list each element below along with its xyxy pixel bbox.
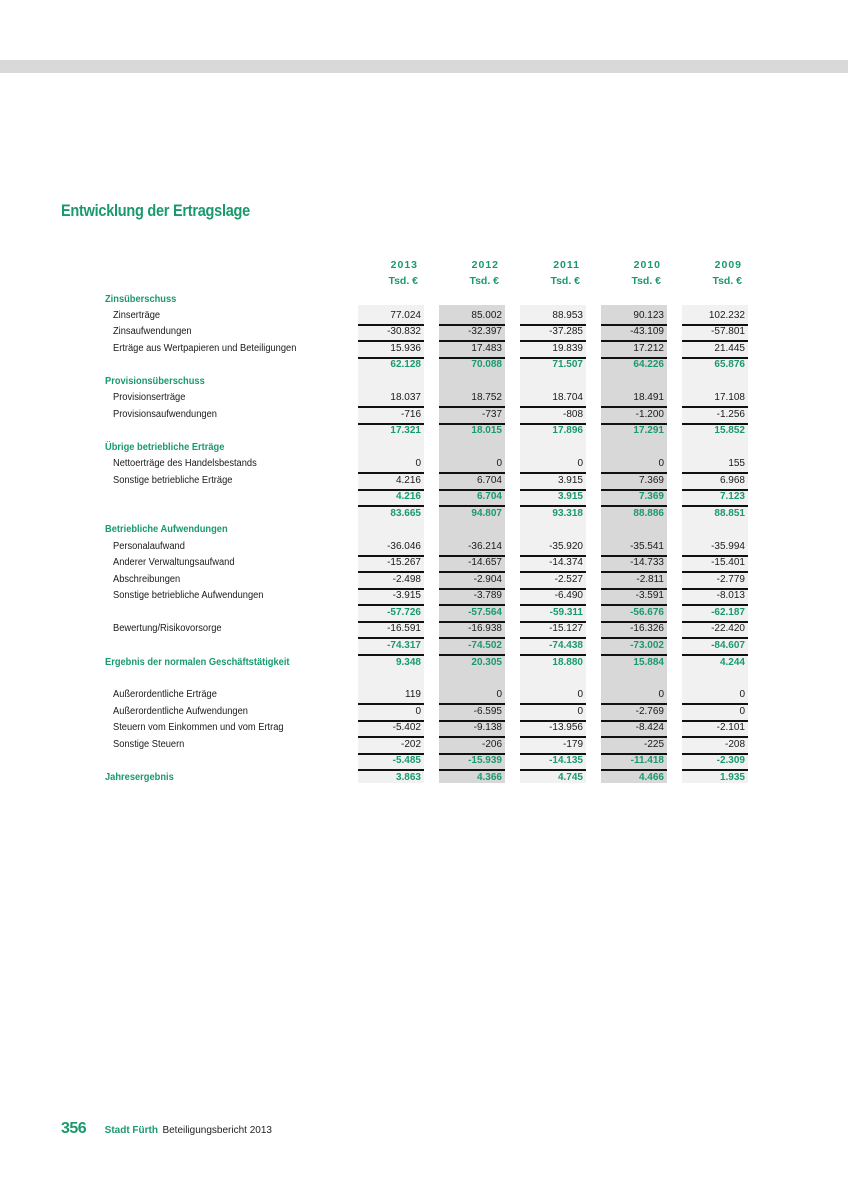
cell-value-2009: 6.968 <box>719 475 745 486</box>
column-unit-2013: Tsd. € <box>388 275 418 287</box>
cell-value-2009: 1.935 <box>719 772 745 783</box>
cell-value-2012: 18.752 <box>471 392 502 403</box>
row-label: Übrige betriebliche Erträge <box>105 442 225 453</box>
column-unit-2009: Tsd. € <box>712 275 742 287</box>
cell-value-2009: -8.013 <box>716 590 745 601</box>
table-row <box>0 539 848 556</box>
cell-value-2010: -73.002 <box>630 640 664 651</box>
page-title: Entwicklung der Ertragslage <box>61 202 250 220</box>
cell-value-2013: 62.128 <box>390 359 421 370</box>
cell-value-2012: 17.483 <box>471 343 502 354</box>
row-label: Zinsüberschuss <box>105 294 177 305</box>
cell-value-2010: 88.886 <box>633 508 664 519</box>
cell-value-2010: -11.418 <box>630 755 664 766</box>
page-number: 356 <box>61 1120 87 1137</box>
cell-value-2012: -15.939 <box>468 755 502 766</box>
row-label: Sonstige Steuern <box>113 739 185 750</box>
cell-value-2012: -9.138 <box>473 722 502 733</box>
cell-value-2012: -3.789 <box>473 590 502 601</box>
cell-value-2013: 77.024 <box>390 310 421 321</box>
table-row <box>0 638 848 655</box>
row-label: Außerordentliche Erträge <box>113 689 217 700</box>
table-row <box>0 374 848 391</box>
row-label: Zinsaufwendungen <box>113 326 192 337</box>
table-row <box>0 473 848 490</box>
cell-value-2010: 4.466 <box>638 772 664 783</box>
cell-value-2012: 6.704 <box>476 475 502 486</box>
row-label: Erträge aus Wertpapieren und Beteiligungen <box>113 343 297 354</box>
table-row <box>0 440 848 457</box>
table-row <box>0 506 848 523</box>
cell-value-2012: 94.807 <box>471 508 502 519</box>
table-row <box>0 737 848 754</box>
cell-value-2011: 0 <box>577 458 583 469</box>
cell-value-2010: -2.769 <box>635 706 664 717</box>
table-row <box>0 341 848 358</box>
top-gray-bar <box>0 60 848 73</box>
row-label: Abschreibungen <box>113 574 181 585</box>
table-row <box>0 621 848 638</box>
cell-value-2013: -202 <box>400 739 421 750</box>
cell-value-2013: 0 <box>415 458 421 469</box>
cell-value-2009: -35.994 <box>711 541 745 552</box>
cell-value-2012: 6.704 <box>476 491 502 502</box>
table-row <box>0 489 848 506</box>
column-unit-2010: Tsd. € <box>631 275 661 287</box>
cell-value-2013: -2.498 <box>392 574 421 585</box>
cell-value-2012: -74.502 <box>468 640 502 651</box>
table-row <box>0 588 848 605</box>
cell-value-2010: -2.811 <box>636 574 664 585</box>
table-row <box>0 753 848 770</box>
cell-value-2011: 71.507 <box>552 359 583 370</box>
cell-value-2009: 21.445 <box>714 343 745 354</box>
cell-value-2011: 3.915 <box>557 475 583 486</box>
row-label: Sonstige betriebliche Aufwendungen <box>113 590 264 601</box>
cell-value-2011: -14.135 <box>549 755 583 766</box>
cell-value-2011: 17.896 <box>552 425 583 436</box>
cell-value-2010: 64.226 <box>633 359 664 370</box>
cell-value-2010: -3.591 <box>635 590 664 601</box>
cell-value-2013: -15.267 <box>387 557 421 568</box>
cell-value-2010: -16.326 <box>630 623 664 634</box>
cell-value-2013: 15.936 <box>390 343 421 354</box>
row-label: Anderer Verwaltungsaufwand <box>113 557 235 568</box>
cell-value-2009: 65.876 <box>714 359 745 370</box>
cell-value-2010: 18.491 <box>633 392 664 403</box>
cell-value-2012: 18.015 <box>471 425 502 436</box>
cell-value-2011: -6.490 <box>554 590 583 601</box>
cell-value-2011: 0 <box>577 706 583 717</box>
cell-value-2012: -36.214 <box>468 541 502 552</box>
cell-value-2009: 4.244 <box>719 657 745 668</box>
row-label: Nettoerträge des Handelsbestands <box>113 458 257 469</box>
cell-value-2011: -37.285 <box>549 326 583 337</box>
table-row <box>0 687 848 704</box>
cell-value-2013: -74.317 <box>387 640 421 651</box>
cell-value-2009: -57.801 <box>711 326 745 337</box>
cell-value-2010: -225 <box>643 739 664 750</box>
cell-value-2013: 18.037 <box>390 392 421 403</box>
row-label: Betriebliche Aufwendungen <box>105 524 228 535</box>
cell-value-2009: -2.101 <box>716 722 745 733</box>
cell-value-2010: -56.676 <box>630 607 664 618</box>
cell-value-2013: -57.726 <box>387 607 421 618</box>
cell-value-2009: -15.401 <box>711 557 745 568</box>
cell-value-2010: 7.369 <box>638 475 664 486</box>
footer-report-title: Beteiligungsbericht 2013 <box>162 1125 272 1136</box>
cell-value-2010: -14.733 <box>630 557 664 568</box>
table-row <box>0 555 848 572</box>
cell-value-2012: 4.366 <box>476 772 502 783</box>
row-label: Provisionsüberschuss <box>105 376 205 387</box>
table-row <box>0 423 848 440</box>
row-label: Bewertung/Risikovorsorge <box>113 623 222 634</box>
cell-value-2010: -43.109 <box>630 326 664 337</box>
cell-value-2013: -3.915 <box>392 590 421 601</box>
table-row <box>0 456 848 473</box>
cell-value-2011: 4.745 <box>557 772 583 783</box>
column-year-2011: 2011 <box>553 259 580 271</box>
cell-value-2010: -8.424 <box>635 722 664 733</box>
cell-value-2012: 0 <box>496 689 502 700</box>
cell-value-2009: -84.607 <box>711 640 745 651</box>
column-unit-2012: Tsd. € <box>469 275 499 287</box>
cell-value-2009: -2.779 <box>716 574 745 585</box>
cell-value-2012: -6.595 <box>473 706 502 717</box>
cell-value-2009: 15.852 <box>714 425 745 436</box>
cell-value-2011: 18.704 <box>552 392 583 403</box>
table-row <box>0 720 848 737</box>
cell-value-2013: -5.402 <box>392 722 421 733</box>
cell-value-2011: 3.915 <box>557 491 583 502</box>
table-row <box>0 704 848 721</box>
cell-value-2011: 0 <box>577 689 583 700</box>
cell-value-2013: 83.665 <box>390 508 421 519</box>
cell-value-2012: -206 <box>481 739 502 750</box>
row-label: Personalaufwand <box>113 541 185 552</box>
cell-value-2012: -16.938 <box>468 623 502 634</box>
cell-value-2009: 102.232 <box>708 310 745 321</box>
table-row <box>0 357 848 374</box>
table-row <box>0 655 848 672</box>
cell-value-2009: 0 <box>739 706 745 717</box>
cell-value-2010: -35.541 <box>630 541 664 552</box>
cell-value-2011: 18.880 <box>552 657 583 668</box>
cell-value-2013: 17.321 <box>390 425 421 436</box>
row-label: Steuern vom Einkommen und vom Ertrag <box>113 722 284 733</box>
cell-value-2012: -14.657 <box>468 557 502 568</box>
table-row <box>0 324 848 341</box>
cell-value-2013: -36.046 <box>387 541 421 552</box>
cell-value-2012: -32.397 <box>468 326 502 337</box>
cell-value-2009: 17.108 <box>714 392 745 403</box>
cell-value-2010: -1.200 <box>635 409 664 420</box>
cell-value-2012: 20.305 <box>471 657 502 668</box>
cell-value-2013: 4.216 <box>395 491 421 502</box>
cell-value-2011: -59.311 <box>549 607 583 618</box>
column-unit-2011: Tsd. € <box>550 275 580 287</box>
column-year-2012: 2012 <box>471 259 499 271</box>
cell-value-2010: 0 <box>658 689 664 700</box>
column-year-2009: 2009 <box>714 259 742 271</box>
cell-value-2013: 9.348 <box>395 657 421 668</box>
cell-value-2012: -2.904 <box>473 574 502 585</box>
row-label: Provisionserträge <box>113 392 186 403</box>
cell-value-2011: 19.839 <box>552 343 583 354</box>
cell-value-2009: -22.420 <box>711 623 745 634</box>
cell-value-2012: 0 <box>496 458 502 469</box>
cell-value-2013: -5.485 <box>392 755 421 766</box>
row-label: Provisionsaufwendungen <box>113 409 217 420</box>
table-row <box>0 572 848 589</box>
table-row <box>0 390 848 407</box>
cell-value-2011: -15.127 <box>549 623 583 634</box>
cell-value-2011: -13.956 <box>549 722 583 733</box>
cell-value-2012: 70.088 <box>471 359 502 370</box>
cell-value-2009: -2.309 <box>716 755 745 766</box>
table-row <box>0 308 848 325</box>
cell-value-2013: -16.591 <box>387 623 421 634</box>
cell-value-2012: -737 <box>481 409 502 420</box>
cell-value-2009: -62.187 <box>711 607 745 618</box>
cell-value-2009: 7.123 <box>719 491 745 502</box>
cell-value-2013: 4.216 <box>395 475 421 486</box>
page-footer <box>61 1120 272 1138</box>
row-label: Zinserträge <box>113 310 161 321</box>
cell-value-2009: 155 <box>728 458 745 469</box>
table-row <box>0 770 848 787</box>
cell-value-2011: -2.527 <box>554 574 583 585</box>
cell-value-2011: -14.374 <box>549 557 583 568</box>
table-row <box>0 522 848 539</box>
row-label: Jahresergebnis <box>105 772 174 783</box>
cell-value-2010: 7.369 <box>638 491 664 502</box>
cell-value-2010: 15.884 <box>633 657 664 668</box>
cell-value-2009: 88.851 <box>714 508 745 519</box>
cell-value-2012: 85.002 <box>471 310 502 321</box>
cell-value-2011: 93.318 <box>552 508 583 519</box>
cell-value-2011: -35.920 <box>549 541 583 552</box>
cell-value-2010: 90.123 <box>633 310 664 321</box>
table-row <box>0 292 848 309</box>
column-year-2010: 2010 <box>633 259 661 271</box>
cell-value-2012: -57.564 <box>468 607 502 618</box>
table-row <box>0 605 848 622</box>
cell-value-2013: 119 <box>405 689 421 700</box>
cell-value-2010: 17.212 <box>633 343 664 354</box>
cell-value-2013: -716 <box>400 409 421 420</box>
cell-value-2009: 0 <box>739 689 745 700</box>
row-label: Ergebnis der normalen Geschäftstätigkeit <box>105 657 290 668</box>
row-label: Sonstige betriebliche Erträge <box>113 475 233 486</box>
footer-brand: Stadt Fürth <box>104 1125 158 1136</box>
cell-value-2011: -74.438 <box>549 640 583 651</box>
cell-value-2010: 17.291 <box>633 425 664 436</box>
cell-value-2013: -30.832 <box>387 326 421 337</box>
column-year-2013: 2013 <box>390 259 418 271</box>
cell-value-2010: 0 <box>658 458 664 469</box>
cell-value-2011: 88.953 <box>552 310 583 321</box>
cell-value-2013: 0 <box>415 706 421 717</box>
cell-value-2013: 3.863 <box>395 772 421 783</box>
cell-value-2011: -179 <box>562 739 583 750</box>
cell-value-2011: -808 <box>562 409 583 420</box>
table-row <box>0 407 848 424</box>
row-label: Außerordentliche Aufwendungen <box>113 706 248 717</box>
cell-value-2009: -208 <box>724 739 745 750</box>
cell-value-2009: -1.256 <box>716 409 745 420</box>
